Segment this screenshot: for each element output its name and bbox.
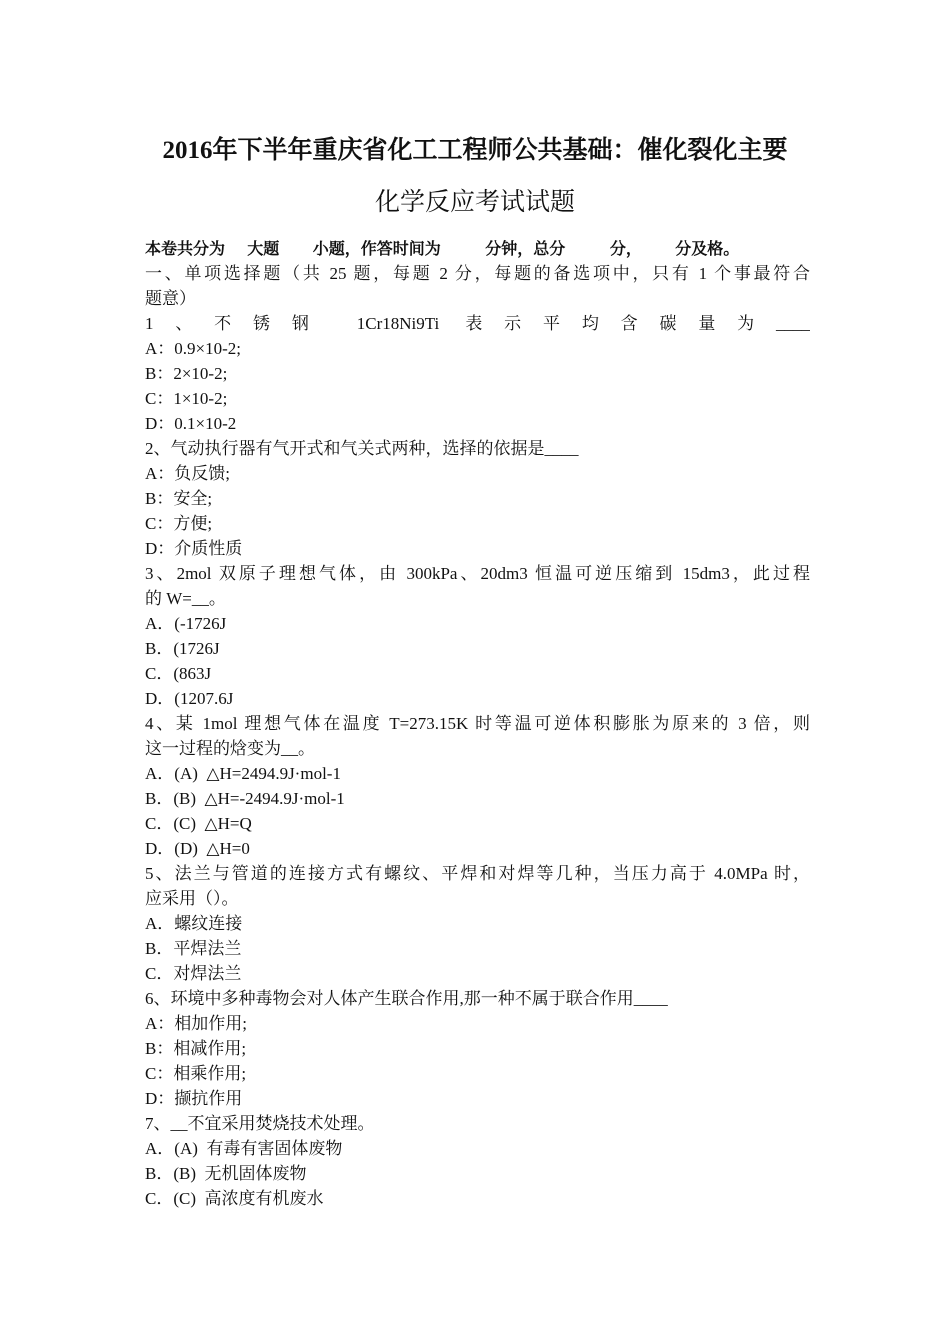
question-3-option-c: C．(863J (145, 664, 212, 683)
question-6-option-b: B：相减作用; (145, 1039, 247, 1058)
section-heading-line-1: 一、单项选择题（共 25 题，每题 2 分，每题的备选项中，只有 1 个事最符合 (145, 264, 810, 283)
question-4-line-2: 这一过程的焓变为__。 (145, 739, 315, 758)
question-3-option-a: A．(-1726J (145, 614, 227, 633)
question-4-option-b: B．(B) △H=-2494.9J·mol-1 (145, 789, 345, 808)
question-3-option-d: D．(1207.6J (145, 689, 234, 708)
question-2-option-b: B：安全; (145, 489, 213, 508)
question-4-line-1: 4、某 1mol 理想气体在温度 T=273.15K 时等温可逆体积膨胀为原来的 3 倍，则 (145, 714, 810, 733)
question-5-line-1: 5、法兰与管道的连接方式有螺纹、平焊和对焊等几种，当压力高于 4.0MPa 时， (145, 864, 810, 883)
document-title-line-2: 化学反应考试试题 (374, 189, 575, 216)
question-2-option-a: A：负反馈; (145, 464, 230, 483)
question-5-line-2: 应采用（）。 (145, 889, 239, 908)
question-4-option-a: A．(A) △H=2494.9J·mol-1 (145, 764, 341, 783)
document-title-line-1: 2016年下半年重庆省化工工程师公共基础：催化裂化主要 (162, 137, 788, 164)
question-6-option-c: C：相乘作用; (145, 1064, 247, 1083)
exam-info: 本卷共分为 大题 小题，作答时间为 分钟，总分 分， 分及格。 (145, 239, 740, 258)
question-7: 7、__不宜采用焚烧技术处理。 (145, 1114, 375, 1133)
question-5-option-a: A．螺纹连接 (145, 914, 243, 933)
document-body (145, 236, 810, 1211)
question-4-option-d: D．(D) △H=0 (145, 839, 250, 858)
question-5-option-b: B．平焊法兰 (145, 939, 242, 958)
question-5-option-c: C．对焊法兰 (145, 964, 242, 983)
question-6-option-d: D：撷抗作用 (145, 1089, 243, 1108)
question-7-option-a: A．(A) 有毒有害固体废物 (145, 1139, 343, 1158)
question-6-option-a: A：相加作用; (145, 1014, 247, 1033)
question-7-option-c: C．(C) 高浓度有机废水 (145, 1189, 324, 1208)
question-1-option-b: B：2×10-2; (145, 364, 228, 383)
question-3-line-2: 的 W=__。 (145, 589, 226, 608)
question-1-option-a: A：0.9×10-2; (145, 339, 241, 358)
question-3-option-b: B．(1726J (145, 639, 220, 658)
question-1-option-c: C：1×10-2; (145, 389, 228, 408)
question-7-option-b: B．(B) 无机固体废物 (145, 1164, 307, 1183)
question-3-line-1: 3、2mol 双原子理想气体，由 300kPa、20dm3 恒温可逆压缩到 15dm3，此过程 (145, 564, 810, 583)
question-6: 6、环境中多种毒物会对人体产生联合作用,那一种不属于联合作用____ (145, 989, 668, 1008)
question-1-option-d: D：0.1×10-2 (145, 414, 237, 433)
question-2-option-c: C：方便; (145, 514, 213, 533)
question-1: 1、不锈钢 1Cr18Ni9Ti 表示平均含碳量为____ (145, 314, 810, 333)
question-2: 2、气动执行器有气开式和气关式两种，选择的依据是____ (145, 439, 579, 458)
section-heading-line-2: 题意） (145, 289, 196, 308)
question-2-option-d: D：介质性质 (145, 539, 243, 558)
question-4-option-c: C．(C) △H=Q (145, 814, 252, 833)
